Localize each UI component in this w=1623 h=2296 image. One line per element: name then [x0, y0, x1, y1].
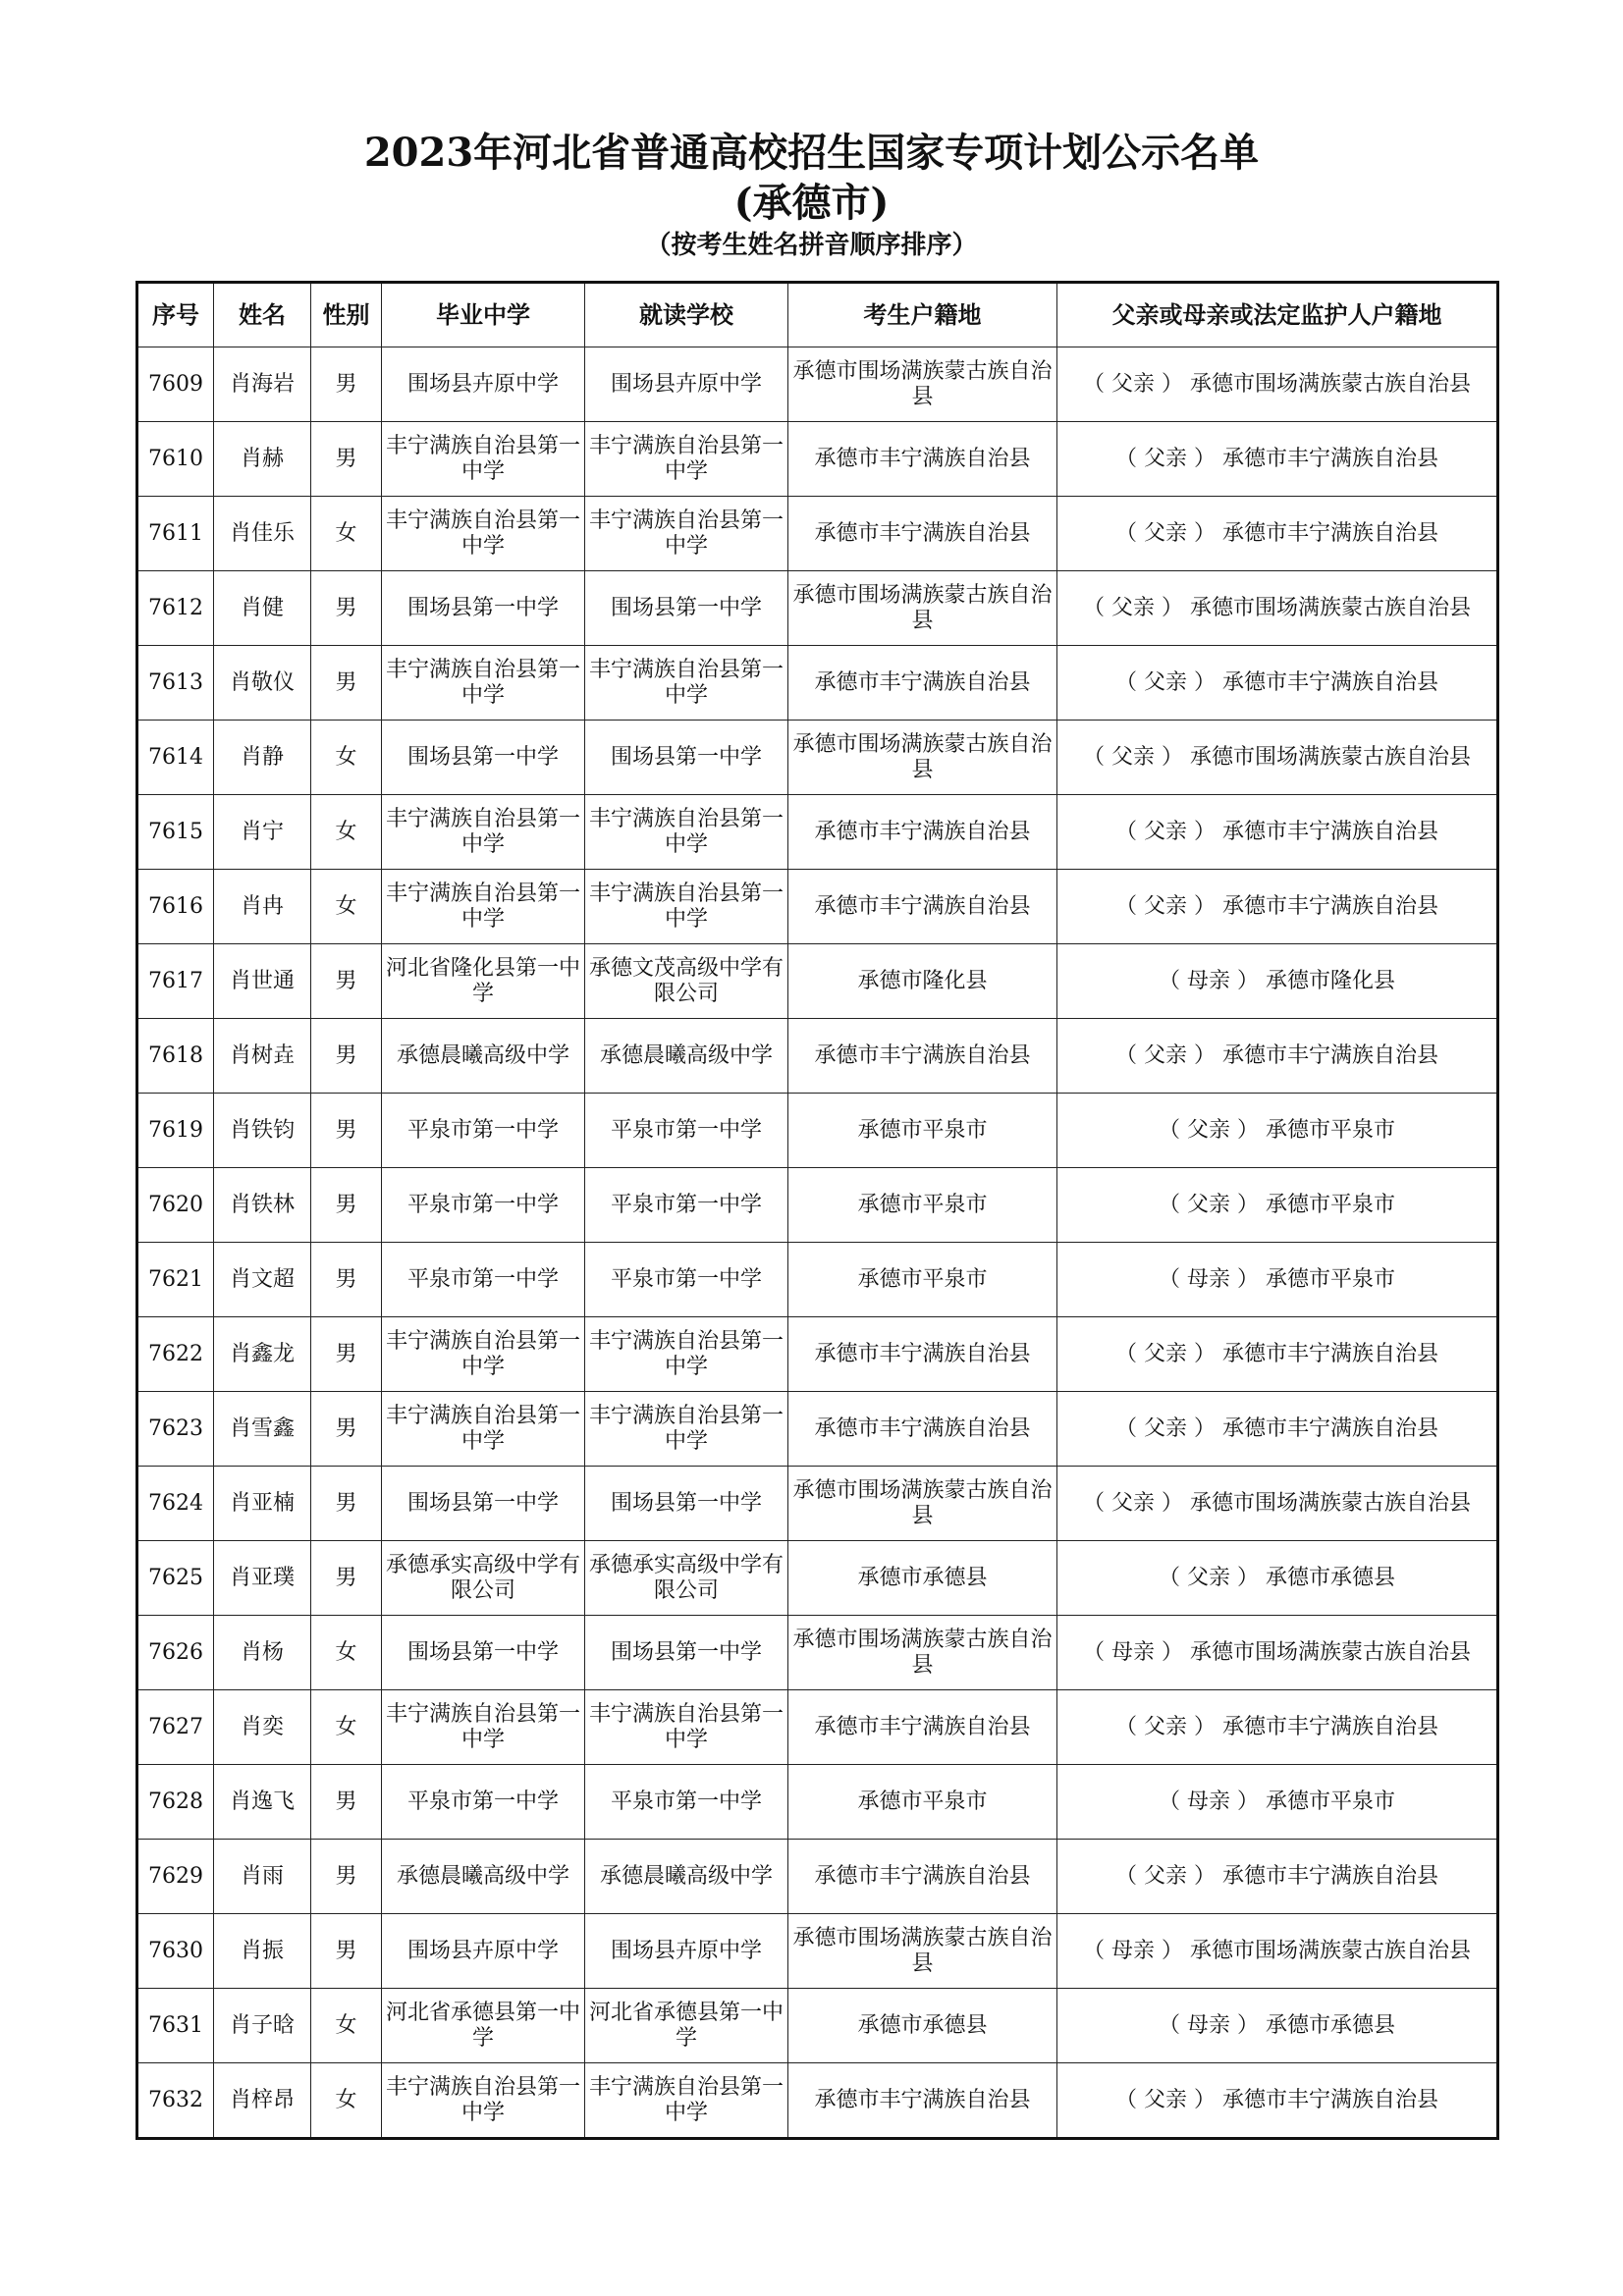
cell-gender: 男 [311, 1541, 382, 1616]
cell-name: 肖亚璞 [214, 1541, 311, 1616]
cell-hukou: 承德市围场满族蒙古族自治县 [788, 1914, 1057, 1989]
table-row [137, 1392, 1498, 1467]
cell-guardian-hukou: （ 母亲 ） 承德市围场满族蒙古族自治县 [1057, 1914, 1498, 1989]
cell-current-school: 围场县第一中学 [585, 1616, 788, 1690]
sort-note: （按考生姓名拼音顺序排序） [645, 231, 978, 260]
cell-gender: 男 [311, 1019, 382, 1094]
cell-no: 7611 [137, 497, 214, 571]
cell-hukou: 承德市丰宁满族自治县 [788, 1690, 1057, 1765]
cell-guardian-hukou: （ 父亲 ） 承德市丰宁满族自治县 [1057, 646, 1498, 721]
cell-guardian-hukou: （ 父亲 ） 承德市丰宁满族自治县 [1057, 422, 1498, 497]
header-row [137, 283, 1498, 347]
table-row [137, 1989, 1498, 2063]
cell-hukou: 承德市平泉市 [788, 1094, 1057, 1168]
cell-grad-school: 平泉市第一中学 [382, 1243, 585, 1317]
table-row [137, 1019, 1498, 1094]
cell-gender: 女 [311, 721, 382, 795]
cell-gender: 男 [311, 646, 382, 721]
cell-current-school: 围场县第一中学 [585, 571, 788, 646]
table-row [137, 1616, 1498, 1690]
cell-grad-school: 丰宁满族自治县第一中学 [382, 646, 585, 721]
cell-no: 7628 [137, 1765, 214, 1840]
cell-name: 肖雪鑫 [214, 1392, 311, 1467]
cell-no: 7625 [137, 1541, 214, 1616]
cell-name: 肖健 [214, 571, 311, 646]
table-row [137, 944, 1498, 1019]
table-row [137, 1914, 1498, 1989]
cell-grad-school: 承德晨曦高级中学 [382, 1840, 585, 1914]
table-row [137, 795, 1498, 870]
cell-guardian-hukou: （ 父亲 ） 承德市丰宁满族自治县 [1057, 1690, 1498, 1765]
cell-guardian-hukou: （ 父亲 ） 承德市围场满族蒙古族自治县 [1057, 1467, 1498, 1541]
cell-grad-school: 丰宁满族自治县第一中学 [382, 1317, 585, 1392]
cell-name: 肖雨 [214, 1840, 311, 1914]
cell-no: 7616 [137, 870, 214, 944]
cell-grad-school: 围场县第一中学 [382, 1616, 585, 1690]
cell-name: 肖杨 [214, 1616, 311, 1690]
cell-name: 肖铁林 [214, 1168, 311, 1243]
cell-hukou: 承德市隆化县 [788, 944, 1057, 1019]
cell-grad-school: 丰宁满族自治县第一中学 [382, 795, 585, 870]
cell-gender: 男 [311, 944, 382, 1019]
cell-hukou: 承德市围场满族蒙古族自治县 [788, 347, 1057, 422]
cell-no: 7626 [137, 1616, 214, 1690]
cell-guardian-hukou: （ 父亲 ） 承德市丰宁满族自治县 [1057, 795, 1498, 870]
cell-no: 7629 [137, 1840, 214, 1914]
cell-grad-school: 平泉市第一中学 [382, 1765, 585, 1840]
cell-current-school: 平泉市第一中学 [585, 1243, 788, 1317]
cell-hukou: 承德市围场满族蒙古族自治县 [788, 1616, 1057, 1690]
cell-name: 肖海岩 [214, 347, 311, 422]
table-row [137, 497, 1498, 571]
header-gender: 性别 [311, 283, 382, 347]
cell-gender: 女 [311, 795, 382, 870]
cell-name: 肖敬仪 [214, 646, 311, 721]
cell-gender: 男 [311, 1243, 382, 1317]
cell-no: 7614 [137, 721, 214, 795]
cell-no: 7619 [137, 1094, 214, 1168]
table-row [137, 646, 1498, 721]
cell-gender: 女 [311, 870, 382, 944]
cell-hukou: 承德市丰宁满族自治县 [788, 1392, 1057, 1467]
table-row [137, 347, 1498, 422]
cell-gender: 男 [311, 347, 382, 422]
cell-hukou: 承德市平泉市 [788, 1243, 1057, 1317]
cell-gender: 女 [311, 1616, 382, 1690]
cell-current-school: 丰宁满族自治县第一中学 [585, 1392, 788, 1467]
cell-hukou: 承德市丰宁满族自治县 [788, 2063, 1057, 2139]
cell-name: 肖佳乐 [214, 497, 311, 571]
cell-name: 肖世通 [214, 944, 311, 1019]
cell-gender: 女 [311, 1690, 382, 1765]
cell-name: 肖逸飞 [214, 1765, 311, 1840]
cell-no: 7609 [137, 347, 214, 422]
table-row [137, 1317, 1498, 1392]
cell-current-school: 围场县卉原中学 [585, 1914, 788, 1989]
header-current-school: 就读学校 [585, 283, 788, 347]
cell-guardian-hukou: （ 母亲 ） 承德市平泉市 [1057, 1765, 1498, 1840]
cell-guardian-hukou: （ 父亲 ） 承德市丰宁满族自治县 [1057, 497, 1498, 571]
cell-name: 肖文超 [214, 1243, 311, 1317]
cell-guardian-hukou: （ 父亲 ） 承德市平泉市 [1057, 1168, 1498, 1243]
table-row [137, 1765, 1498, 1840]
cell-current-school: 承德承实高级中学有限公司 [585, 1541, 788, 1616]
cell-grad-school: 河北省隆化县第一中学 [382, 944, 585, 1019]
cell-name: 肖振 [214, 1914, 311, 1989]
cell-hukou: 承德市平泉市 [788, 1765, 1057, 1840]
cell-current-school: 平泉市第一中学 [585, 1168, 788, 1243]
cell-current-school: 承德晨曦高级中学 [585, 1840, 788, 1914]
cell-hukou: 承德市承德县 [788, 1989, 1057, 2063]
cell-hukou: 承德市丰宁满族自治县 [788, 1317, 1057, 1392]
cell-hukou: 承德市围场满族蒙古族自治县 [788, 1467, 1057, 1541]
cell-no: 7631 [137, 1989, 214, 2063]
cell-hukou: 承德市丰宁满族自治县 [788, 795, 1057, 870]
cell-grad-school: 丰宁满族自治县第一中学 [382, 1392, 585, 1467]
cell-name: 肖鑫龙 [214, 1317, 311, 1392]
cell-guardian-hukou: （ 母亲 ） 承德市围场满族蒙古族自治县 [1057, 1616, 1498, 1690]
table-row [137, 1541, 1498, 1616]
cell-grad-school: 平泉市第一中学 [382, 1168, 585, 1243]
cell-no: 7610 [137, 422, 214, 497]
header-guardian-hukou: 父亲或母亲或法定监护人户籍地 [1057, 283, 1498, 347]
header-name: 姓名 [214, 283, 311, 347]
cell-gender: 男 [311, 422, 382, 497]
cell-name: 肖宁 [214, 795, 311, 870]
cell-no: 7621 [137, 1243, 214, 1317]
cell-no: 7620 [137, 1168, 214, 1243]
table-row [137, 721, 1498, 795]
cell-current-school: 丰宁满族自治县第一中学 [585, 870, 788, 944]
cell-no: 7624 [137, 1467, 214, 1541]
cell-hukou: 承德市丰宁满族自治县 [788, 1019, 1057, 1094]
cell-hukou: 承德市围场满族蒙古族自治县 [788, 721, 1057, 795]
cell-hukou: 承德市丰宁满族自治县 [788, 646, 1057, 721]
roster-table [135, 281, 1499, 2140]
cell-grad-school: 围场县卉原中学 [382, 1914, 585, 1989]
cell-hukou: 承德市围场满族蒙古族自治县 [788, 571, 1057, 646]
table-row [137, 870, 1498, 944]
table-row [137, 1168, 1498, 1243]
cell-guardian-hukou: （ 母亲 ） 承德市平泉市 [1057, 1243, 1498, 1317]
table-row [137, 1690, 1498, 1765]
cell-grad-school: 丰宁满族自治县第一中学 [382, 497, 585, 571]
cell-name: 肖梓昂 [214, 2063, 311, 2139]
cell-grad-school: 平泉市第一中学 [382, 1094, 585, 1168]
table-row [137, 2063, 1498, 2139]
cell-current-school: 平泉市第一中学 [585, 1094, 788, 1168]
cell-guardian-hukou: （ 父亲 ） 承德市丰宁满族自治县 [1057, 1392, 1498, 1467]
cell-gender: 男 [311, 1168, 382, 1243]
header-no: 序号 [137, 283, 214, 347]
cell-grad-school: 丰宁满族自治县第一中学 [382, 2063, 585, 2139]
cell-guardian-hukou: （ 父亲 ） 承德市丰宁满族自治县 [1057, 1019, 1498, 1094]
cell-hukou: 承德市承德县 [788, 1541, 1057, 1616]
cell-name: 肖树垚 [214, 1019, 311, 1094]
cell-no: 7622 [137, 1317, 214, 1392]
cell-guardian-hukou: （ 父亲 ） 承德市丰宁满族自治县 [1057, 1317, 1498, 1392]
cell-current-school: 承德晨曦高级中学 [585, 1019, 788, 1094]
cell-guardian-hukou: （ 母亲 ） 承德市隆化县 [1057, 944, 1498, 1019]
cell-guardian-hukou: （ 父亲 ） 承德市丰宁满族自治县 [1057, 870, 1498, 944]
cell-current-school: 丰宁满族自治县第一中学 [585, 497, 788, 571]
cell-gender: 女 [311, 1989, 382, 2063]
cell-name: 肖静 [214, 721, 311, 795]
cell-grad-school: 河北省承德县第一中学 [382, 1989, 585, 2063]
cell-grad-school: 丰宁满族自治县第一中学 [382, 1690, 585, 1765]
cell-current-school: 丰宁满族自治县第一中学 [585, 2063, 788, 2139]
cell-current-school: 丰宁满族自治县第一中学 [585, 1690, 788, 1765]
cell-no: 7615 [137, 795, 214, 870]
cell-current-school: 丰宁满族自治县第一中学 [585, 1317, 788, 1392]
cell-no: 7623 [137, 1392, 214, 1467]
cell-current-school: 丰宁满族自治县第一中学 [585, 646, 788, 721]
roster-body [137, 347, 1498, 2139]
cell-gender: 男 [311, 1392, 382, 1467]
cell-hukou: 承德市丰宁满族自治县 [788, 497, 1057, 571]
cell-no: 7618 [137, 1019, 214, 1094]
cell-guardian-hukou: （ 父亲 ） 承德市围场满族蒙古族自治县 [1057, 347, 1498, 422]
cell-grad-school: 丰宁满族自治县第一中学 [382, 422, 585, 497]
table-row [137, 1243, 1498, 1317]
cell-gender: 男 [311, 571, 382, 646]
document-title: 2023年河北省普通高校招生国家专项计划公示名单 [363, 130, 1260, 176]
cell-grad-school: 围场县第一中学 [382, 721, 585, 795]
table-row [137, 1467, 1498, 1541]
cell-guardian-hukou: （ 母亲 ） 承德市承德县 [1057, 1989, 1498, 2063]
cell-name: 肖铁钧 [214, 1094, 311, 1168]
cell-hukou: 承德市丰宁满族自治县 [788, 870, 1057, 944]
table-row [137, 571, 1498, 646]
cell-current-school: 承德文茂高级中学有限公司 [585, 944, 788, 1019]
cell-gender: 男 [311, 1094, 382, 1168]
cell-guardian-hukou: （ 父亲 ） 承德市承德县 [1057, 1541, 1498, 1616]
cell-grad-school: 围场县第一中学 [382, 571, 585, 646]
cell-gender: 女 [311, 2063, 382, 2139]
cell-gender: 女 [311, 497, 382, 571]
table-row [137, 1094, 1498, 1168]
cell-no: 7617 [137, 944, 214, 1019]
cell-name: 肖赫 [214, 422, 311, 497]
cell-gender: 男 [311, 1765, 382, 1840]
cell-current-school: 丰宁满族自治县第一中学 [585, 795, 788, 870]
cell-guardian-hukou: （ 父亲 ） 承德市丰宁满族自治县 [1057, 1840, 1498, 1914]
cell-current-school: 围场县第一中学 [585, 1467, 788, 1541]
cell-no: 7627 [137, 1690, 214, 1765]
cell-guardian-hukou: （ 父亲 ） 承德市围场满族蒙古族自治县 [1057, 571, 1498, 646]
table-row [137, 1840, 1498, 1914]
cell-name: 肖子晗 [214, 1989, 311, 2063]
table-row [137, 422, 1498, 497]
cell-gender: 男 [311, 1317, 382, 1392]
cell-hukou: 承德市平泉市 [788, 1168, 1057, 1243]
cell-grad-school: 围场县卉原中学 [382, 347, 585, 422]
cell-no: 7613 [137, 646, 214, 721]
cell-guardian-hukou: （ 父亲 ） 承德市丰宁满族自治县 [1057, 2063, 1498, 2139]
header-hukou: 考生户籍地 [788, 283, 1057, 347]
cell-gender: 男 [311, 1914, 382, 1989]
cell-name: 肖奕 [214, 1690, 311, 1765]
cell-grad-school: 承德晨曦高级中学 [382, 1019, 585, 1094]
cell-current-school: 平泉市第一中学 [585, 1765, 788, 1840]
cell-current-school: 围场县第一中学 [585, 721, 788, 795]
cell-name: 肖冉 [214, 870, 311, 944]
cell-no: 7632 [137, 2063, 214, 2139]
cell-gender: 男 [311, 1467, 382, 1541]
cell-current-school: 围场县卉原中学 [585, 347, 788, 422]
cell-hukou: 承德市丰宁满族自治县 [788, 1840, 1057, 1914]
cell-gender: 男 [311, 1840, 382, 1914]
cell-grad-school: 围场县第一中学 [382, 1467, 585, 1541]
cell-name: 肖亚楠 [214, 1467, 311, 1541]
cell-guardian-hukou: （ 父亲 ） 承德市平泉市 [1057, 1094, 1498, 1168]
cell-grad-school: 承德承实高级中学有限公司 [382, 1541, 585, 1616]
document-subtitle: (承德市) [733, 180, 890, 226]
cell-no: 7612 [137, 571, 214, 646]
cell-no: 7630 [137, 1914, 214, 1989]
cell-current-school: 丰宁满族自治县第一中学 [585, 422, 788, 497]
cell-hukou: 承德市丰宁满族自治县 [788, 422, 1057, 497]
header-grad-school: 毕业中学 [382, 283, 585, 347]
cell-grad-school: 丰宁满族自治县第一中学 [382, 870, 585, 944]
cell-guardian-hukou: （ 父亲 ） 承德市围场满族蒙古族自治县 [1057, 721, 1498, 795]
cell-current-school: 河北省承德县第一中学 [585, 1989, 788, 2063]
